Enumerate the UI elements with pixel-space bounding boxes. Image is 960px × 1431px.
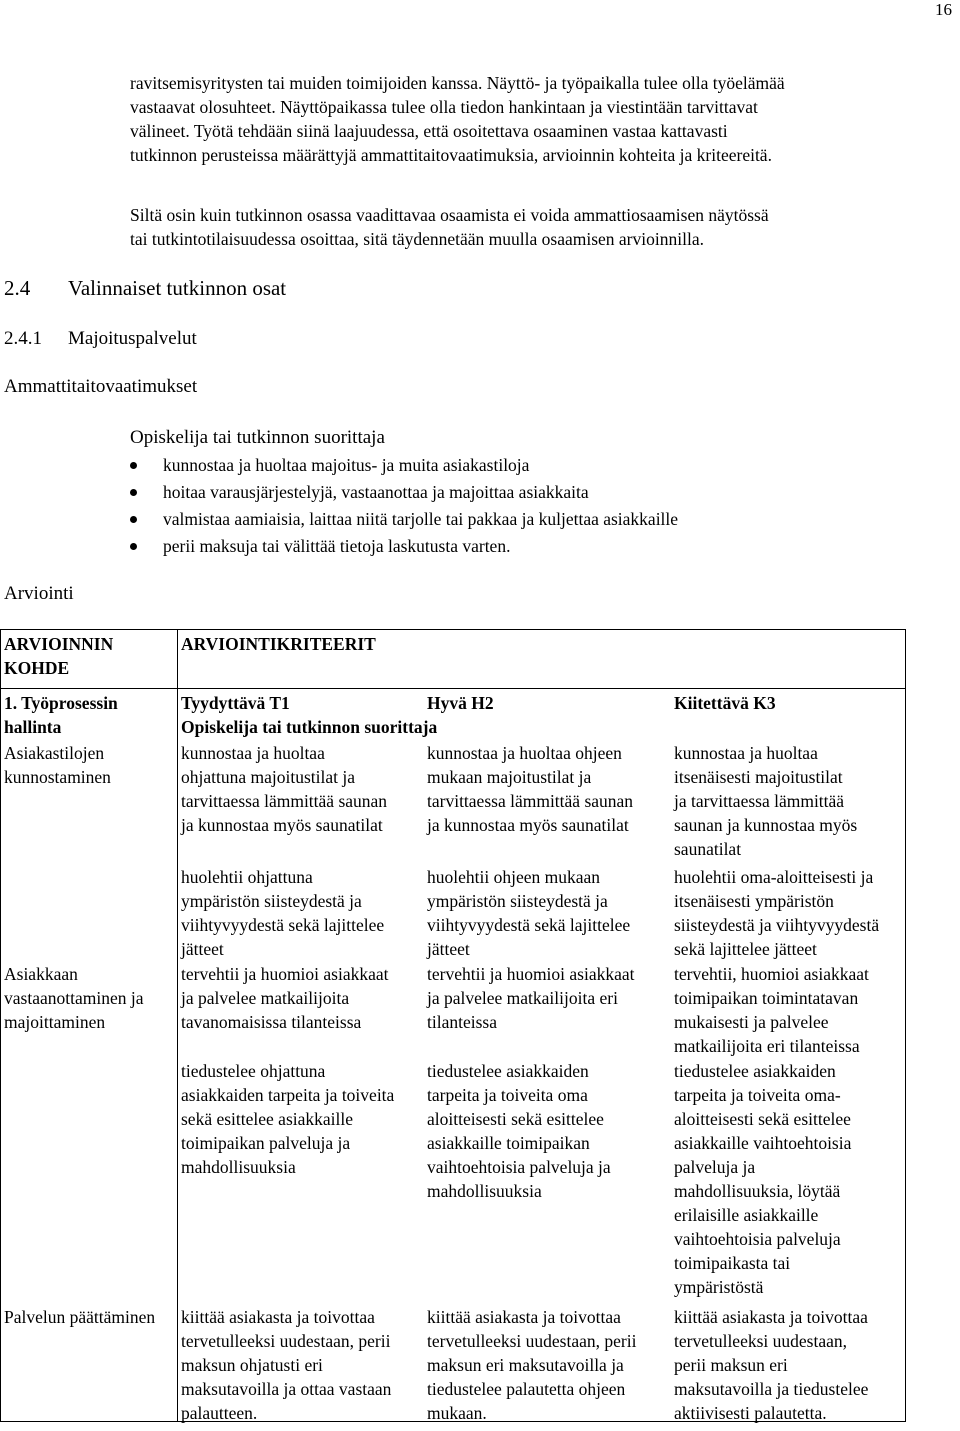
criteria-t1: huolehtii ohjattuna ympäristön siisteydestä ja viihtyvyydestä sekä lajittelee jätteet [181, 867, 385, 959]
target-column-header: ARVIOINNIN KOHDE [4, 634, 114, 678]
criteria-column-header: ARVIOINTIKRITEERIT [181, 634, 376, 654]
list-item: kunnostaa ja huoltaa majoitus- ja muita asiakastiloja [130, 452, 930, 479]
performer-intro: Opiskelija tai tutkinnon suorittaja [130, 427, 385, 448]
assessment-target: Asiakastilojen kunnostaminen [4, 743, 111, 787]
criteria-t1: tervehtii ja huomioi asiakkaat ja palvelee matkailijoita tavanomaisissa tilanteissa [181, 964, 389, 1032]
criteria-t1: kunnostaa ja huoltaa ohjattuna majoitustilat ja tarvittaessa lämmittää saunan ja kunnostaa myös saunatilat [181, 743, 388, 835]
criteria-k3: kunnostaa ja huoltaa itsenäisesti majoitustilat ja tarvittaessa lämmittää saunan ja kunnostaa myös saunatilat [674, 743, 858, 859]
section-title: Valinnaiset tutkinnon osat [68, 276, 287, 300]
table-rule-col [177, 630, 178, 1421]
criteria-h2: tervehtii ja huomioi asiakkaat ja palvelee matkailijoita eri tilanteissa [427, 964, 635, 1032]
table-rule-header [0, 688, 906, 689]
criteria-h2: huolehtii ohjeen mukaan ympäristön siisteydestä ja viihtyvyydestä sekä lajittelee jätteet [427, 867, 631, 959]
requirements-heading: Ammattitaitovaatimukset [4, 376, 198, 397]
criteria-h2: tiedustelee asiakkaiden tarpeita ja toiveita oma aloitteisesti sekä esittelee asiakkaille toimipaikan vaihtoehtoisia palveluja ja mahdollisuuksia [427, 1061, 611, 1201]
list-item: valmistaa aamiaisia, laittaa niitä tarjolle tai pakkaa ja kuljettaa asiakkaille [130, 506, 930, 533]
table-rule-left [0, 630, 1, 1421]
criteria-k3: tervehtii, huomioi asiakkaat toimipaikan toimintatavan mukaisesti ja palvelee matkailijoita eri tilanteissa [674, 964, 869, 1056]
area-label: 1. Työprosessin hallinta [4, 693, 118, 737]
page-number: 16 [935, 0, 952, 19]
list-item: hoitaa varausjärjestelyjä, vastaanottaa ja majoittaa asiakkaita [130, 479, 930, 506]
criteria-t1: tiedustelee ohjattuna asiakkaiden tarpeita ja toiveita sekä esittelee asiakkaille toimipaikan palveluja ja mahdollisuuksia [181, 1061, 395, 1177]
performer-row: Opiskelija tai tutkinnon suorittaja [181, 717, 438, 737]
subsection-title: Majoituspalvelut [68, 328, 197, 349]
assessment-target: Asiakkaan vastaanottaminen ja majoittaminen [4, 964, 144, 1032]
level-header-k3: Kiitettävä K3 [674, 693, 776, 713]
level-header-t1: Tyydyttävä T1 [181, 693, 290, 713]
text-line: Siltä osin kuin tutkinnon osassa vaadittavaa osaamista ei voida ammattiosaamisen näytössä [130, 205, 769, 225]
criteria-k3: tiedustelee asiakkaiden tarpeita ja toiveita oma- aloitteisesti sekä esittelee asiakkaille vaihtoehtoisia palveluja ja mahdollisuuksia, löytää erilaisille asiakkaille vaihtoehtoisia palveluja toimipaikasta tai ympäristöstä [674, 1061, 852, 1297]
assessment-heading: Arviointi [4, 583, 74, 604]
list-item: perii maksuja tai välittää tietoja laskutusta varten. [130, 533, 930, 560]
section-number: 2.4 [4, 276, 31, 300]
criteria-k3: kiittää asiakasta ja toivottaa tervetulleeksi uudestaan, perii maksun eri maksutavoilla ja tiedustelee aktiivisesti palautetta. [674, 1307, 869, 1423]
criteria-t1: kiittää asiakasta ja toivottaa tervetulleeksi uudestaan, perii maksun ohjatusti eri maksutavoilla ja ottaa vastaan palautteen. [181, 1307, 392, 1423]
criteria-h2: kiittää asiakasta ja toivottaa tervetulleeksi uudestaan, perii maksun eri maksutavoilla ja tiedustelee palautetta ohjeen mukaan. [427, 1307, 637, 1423]
criteria-k3: huolehtii oma-aloitteisesti ja itsenäisesti ympäristön siisteydestä ja viihtyvyydestä sekä lajittelee jätteet [674, 867, 880, 959]
level-header-h2: Hyvä H2 [427, 693, 494, 713]
table-rule-top [0, 629, 906, 630]
text-line: välineet. Työtä tehdään siinä laajuudessa, että osoitettava osaaminen vastaa kattavasti [130, 121, 728, 141]
criteria-h2: kunnostaa ja huoltaa ohjeen mukaan majoitustilat ja tarvittaessa lämmittää saunan ja kunnostaa myös saunatilat [427, 743, 634, 835]
text-line: tutkinnon perusteissa määrättyjä ammattitaitovaatimuksia, arvioinnin kohteita ja kriteereitä. [130, 145, 772, 165]
text-line: tai tutkintotilaisuudessa osoittaa, sitä täydennetään muulla osaamisen arvioinnilla. [130, 229, 704, 249]
assessment-target: Palvelun päättäminen [4, 1307, 156, 1327]
text-line: vastaavat olosuhteet. Näyttöpaikassa tulee olla tiedon hankintaan ja viestintään tarvittavat [130, 97, 758, 117]
subsection-number: 2.4.1 [4, 328, 42, 349]
text-line: ravitsemisyritysten tai muiden toimijoiden kanssa. Näyttö- ja työpaikalla tulee olla työelämää [130, 73, 785, 93]
